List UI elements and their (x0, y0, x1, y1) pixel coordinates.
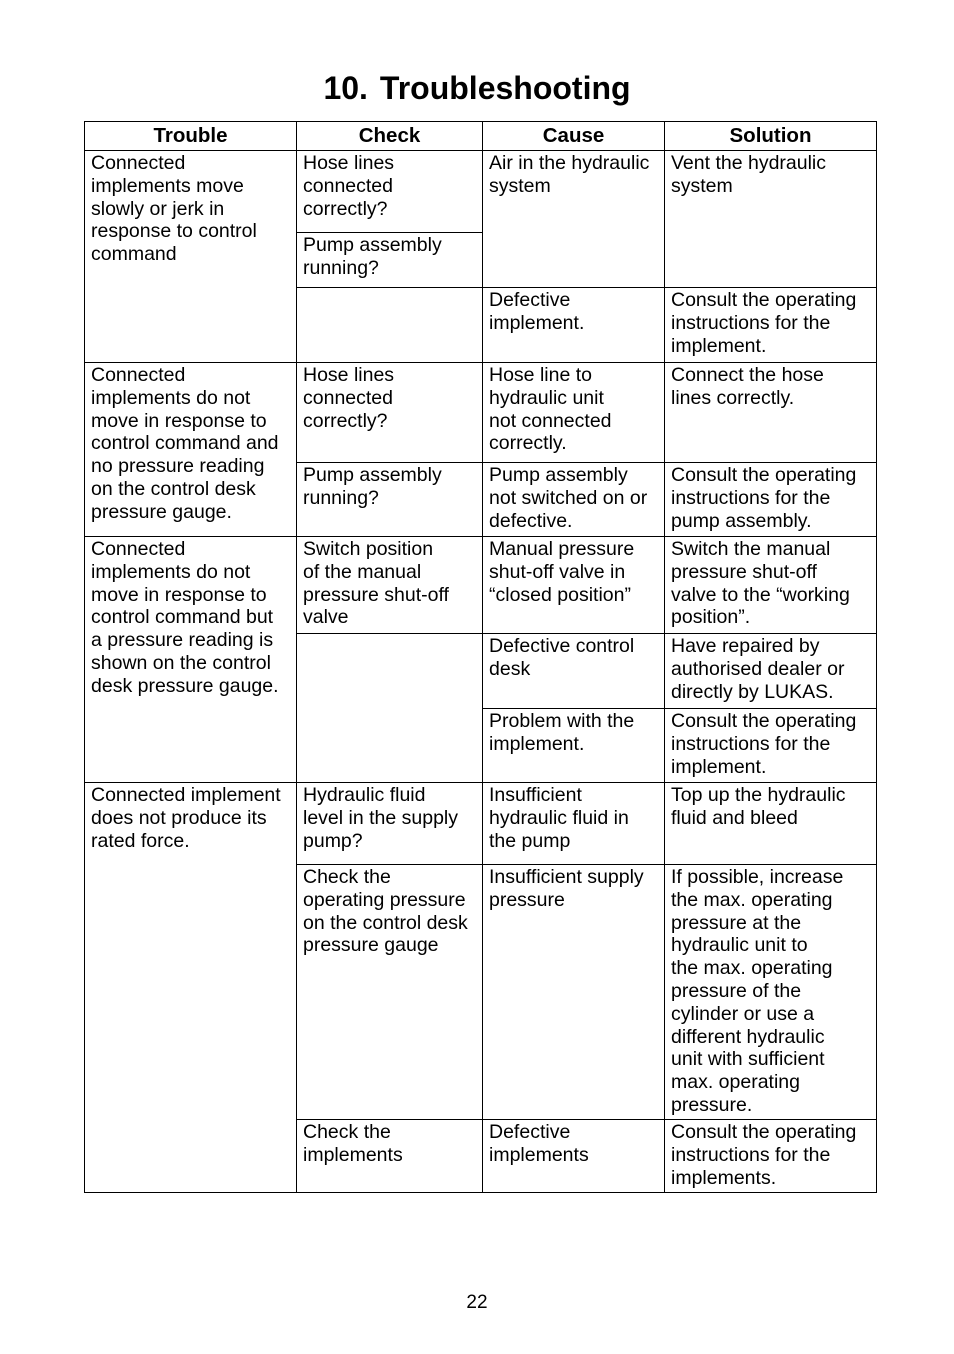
check-cell: Check the implements (297, 1120, 483, 1193)
cause-cell: Air in the hydraulic system (483, 151, 665, 288)
check-cell: Pump assembly running? (297, 463, 483, 537)
trouble-cell: Connected implements move slowly or jerk in response to control command (85, 151, 297, 363)
cause-cell: Manual pressure shut-off valve in “closed position” (483, 537, 665, 634)
trouble-cell: Connected implements do not move in response to control command and no pressure reading on the control desk pressure gauge. (85, 363, 297, 537)
solution-cell: If possible, increase the max. operating pressure at the hydraulic unit to the max. operating pressure of the cylinder or use a different hydraulic unit with sufficient max. operating pressure. (665, 865, 877, 1120)
cause-cell: Pump assembly not switched on or defective. (483, 463, 665, 537)
solution-cell: Switch the manual pressure shut-off valve to the “working position”. (665, 537, 877, 634)
solution-cell: Connect the hose lines correctly. (665, 363, 877, 463)
cause-cell: Insufficient supply pressure (483, 865, 665, 1120)
check-cell: Pump assembly running? (297, 233, 483, 288)
check-cell: Hydraulic fluid level in the supply pump? (297, 783, 483, 865)
check-cell: Switch position of the manual pressure shut-off valve (297, 537, 483, 634)
section-number: 10. (323, 70, 368, 106)
solution-cell: Consult the operating instructions for the implement. (665, 709, 877, 783)
table-header-row (85, 122, 877, 151)
header-trouble: Trouble (85, 122, 297, 151)
cause-cell: Insufficient hydraulic fluid in the pump (483, 783, 665, 865)
check-cell: Hose lines connected correctly? (297, 151, 483, 233)
solution-cell: Consult the operating instructions for the pump assembly. (665, 463, 877, 537)
solution-cell: Consult the operating instructions for the implements. (665, 1120, 877, 1193)
page-title (0, 68, 954, 108)
table-row (85, 537, 877, 634)
header-check: Check (297, 122, 483, 151)
cause-cell: Hose line to hydraulic unit not connected correctly. (483, 363, 665, 463)
check-cell: Hose lines connected correctly? (297, 363, 483, 463)
cause-cell: Problem with the implement. (483, 709, 665, 783)
table-row (85, 783, 877, 865)
cause-cell: Defective control desk (483, 634, 665, 709)
header-solution: Solution (665, 122, 877, 151)
solution-cell: Top up the hydraulic fluid and bleed (665, 783, 877, 865)
check-cell (297, 634, 483, 783)
trouble-cell: Connected implements do not move in response to control command but a pressure reading is shown on the control desk pressure gauge. (85, 537, 297, 783)
page-number: 22 (466, 1292, 488, 1313)
cause-cell: Defective implements (483, 1120, 665, 1193)
trouble-cell: Connected implement does not produce its rated force. (85, 783, 297, 1193)
check-cell: Check the operating pressure on the control desk pressure gauge (297, 865, 483, 1120)
solution-cell: Vent the hydraulic system (665, 151, 877, 288)
troubleshooting-table (84, 121, 877, 1193)
solution-cell: Consult the operating instructions for the implement. (665, 288, 877, 363)
cause-cell: Defective implement. (483, 288, 665, 363)
header-cause: Cause (483, 122, 665, 151)
solution-cell: Have repaired by authorised dealer or directly by LUKAS. (665, 634, 877, 709)
check-cell (297, 288, 483, 363)
table-row (85, 151, 877, 233)
section-title: Troubleshooting (379, 70, 631, 106)
table-row (85, 363, 877, 463)
